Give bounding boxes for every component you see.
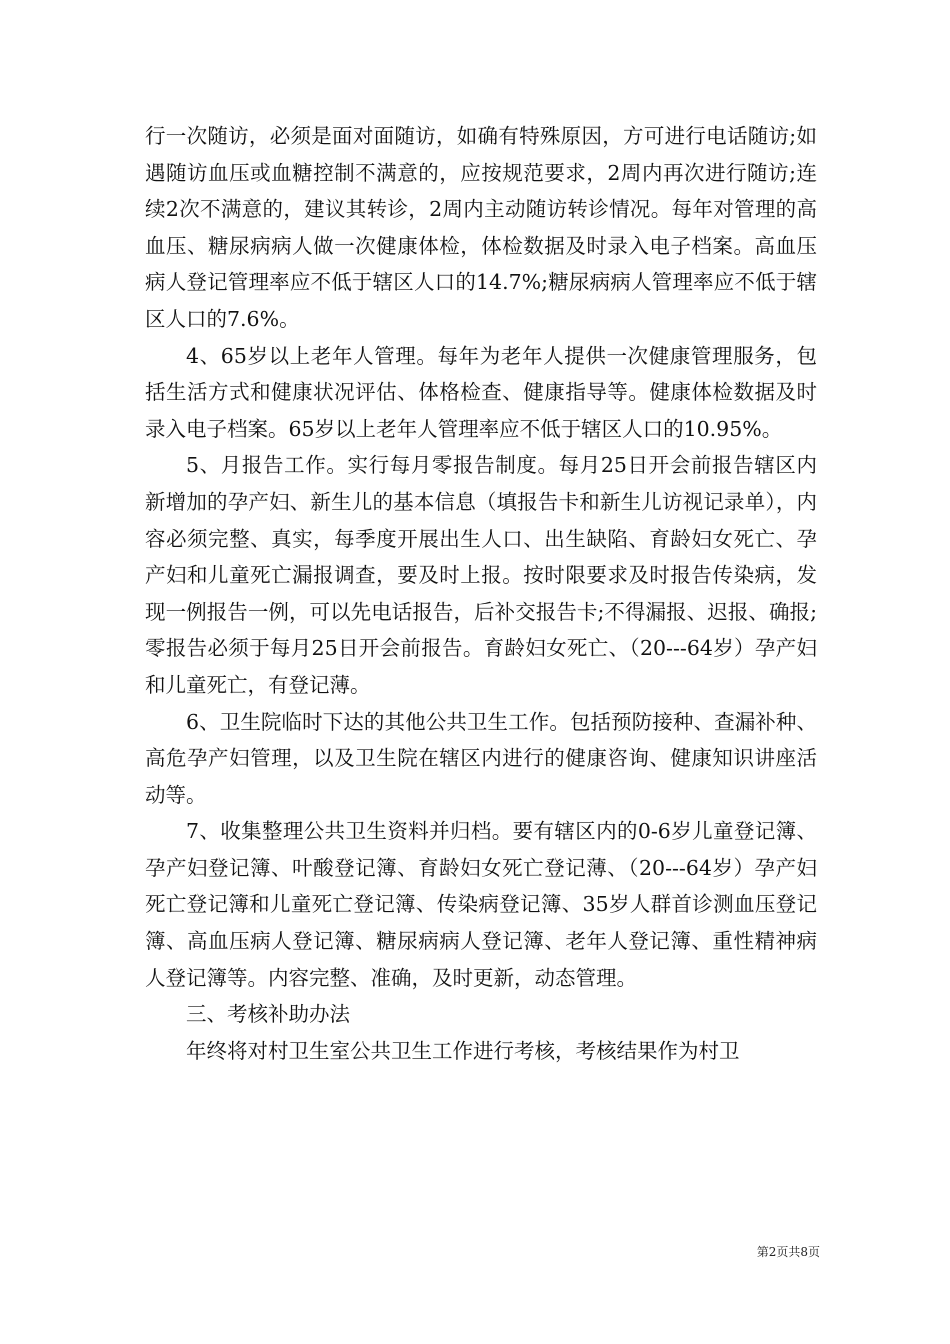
paragraph-elderly-management: 4、65岁以上老年人管理。每年为老年人提供一次健康管理服务，包括生活方式和健康状况评估、体格检查、健康指导等。健康体检数据及时录入电子档案。65岁以上老年人管理率应不低于辖区人口的10.95%。 bbox=[145, 343, 817, 441]
document-body bbox=[145, 118, 817, 1069]
paragraph-other-public-health: 6、卫生院临时下达的其他公共卫生工作。包括预防接种、查漏补种、高危孕产妇管理，以及卫生院在辖区内进行的健康咨询、健康知识讲座活动等。 bbox=[145, 709, 817, 807]
page-number: 第2页共8页 bbox=[756, 1245, 820, 1259]
paragraph-assessment-intro: 年终将对村卫生室公共卫生工作进行考核，考核结果作为村卫 bbox=[186, 1038, 740, 1063]
paragraph-followup-continuation: 行一次随访，必须是面对面随访，如确有特殊原因，方可进行电话随访;如遇随访血压或血糖控制不满意的，应按规范要求，2周内再次进行随访;连续2次不满意的，建议其转诊，2周内主动随访转诊情况。每年对管理的高血压、糖尿病病人做一次健康体检，体检数据及时录入电子档案。高血压病人登记管理率应不低于辖区人口的14.7%;糖尿病病人管理率应不低于辖区人口的7.6%。 bbox=[145, 124, 817, 331]
paragraph-monthly-report: 5、月报告工作。实行每月零报告制度。每月25日开会前报告辖区内新增加的孕产妇、新生儿的基本信息（填报告卡和新生儿访视记录单），内容必须完整、真实，每季度开展出生人口、出生缺陷、育龄妇女死亡、孕产妇和儿童死亡漏报调查，要及时上报。按时限要求及时报告传染病，发现一例报告一例，可以先电话报告，后补交报告卡;不得漏报、迟报、确报;零报告必须于每月25日开会前报告。育龄妇女死亡、（20---64岁）孕产妇和儿童死亡，有登记薄。 bbox=[145, 453, 817, 697]
paragraph-archive-records: 7、收集整理公共卫生资料并归档。要有辖区内的0-6岁儿童登记簿、孕产妇登记簿、叶酸登记簿、育龄妇女死亡登记薄、（20---64岁）孕产妇死亡登记簿和儿童死亡登记簿、传染病登记簿、35岁人群首诊测血压登记簿、高血压病人登记簿、糖尿病病人登记簿、老年人登记簿、重性精神病人登记簿等。内容完整、准确，及时更新，动态管理。 bbox=[145, 819, 817, 990]
section-heading-assessment: 三、考核补助办法 bbox=[186, 1002, 350, 1027]
